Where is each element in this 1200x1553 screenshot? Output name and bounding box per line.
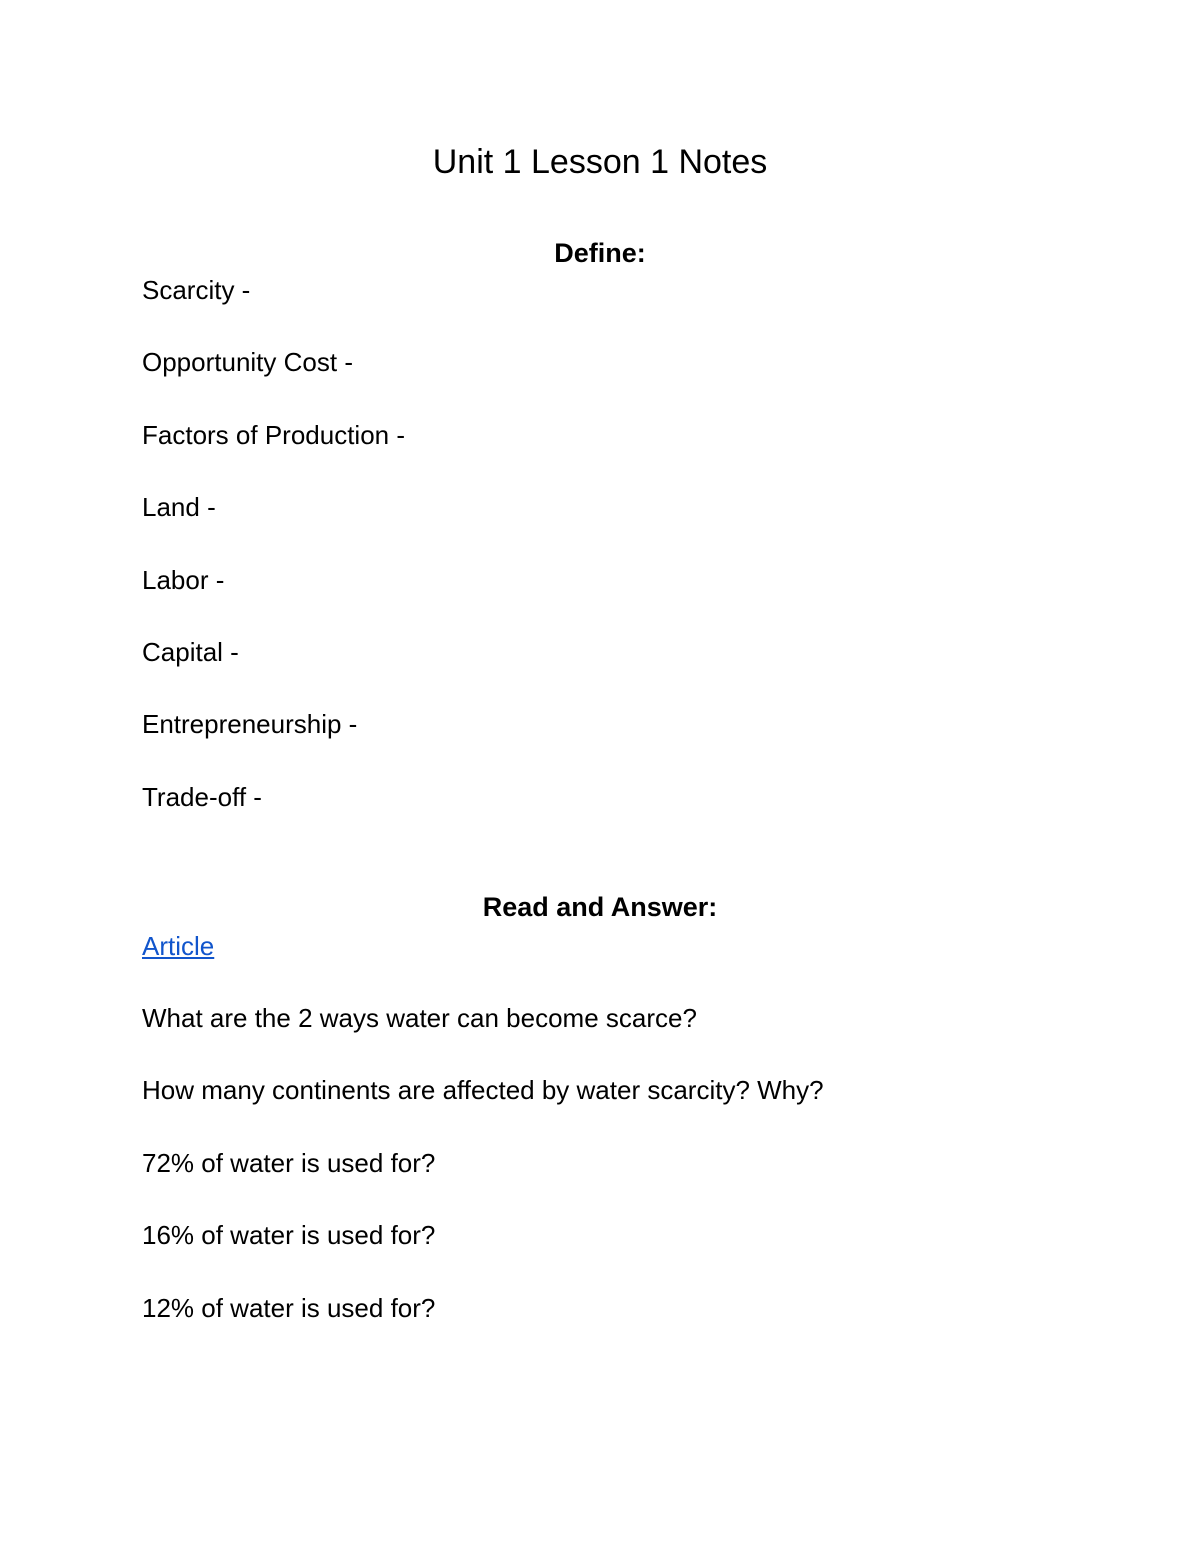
term-scarcity: Scarcity -: [142, 275, 251, 305]
question-2: How many continents are affected by water scarcity? Why?: [142, 1075, 824, 1105]
read-and-answer-heading: Read and Answer:: [482, 892, 718, 922]
term-labor: Labor -: [142, 565, 225, 595]
term-factors-of-production: Factors of Production -: [142, 420, 405, 450]
term-opportunity-cost: Opportunity Cost -: [142, 347, 353, 377]
define-heading: Define:: [554, 238, 646, 268]
question-4: 16% of water is used for?: [142, 1220, 436, 1250]
question-5: 12% of water is used for?: [142, 1293, 436, 1323]
term-entrepreneurship: Entrepreneurship -: [142, 709, 358, 739]
page-title: Unit 1 Lesson 1 Notes: [432, 143, 768, 181]
term-capital: Capital -: [142, 637, 239, 667]
question-1: What are the 2 ways water can become scarce?: [142, 1003, 697, 1033]
article-link[interactable]: Article: [142, 931, 215, 961]
question-3: 72% of water is used for?: [142, 1148, 436, 1178]
term-land: Land -: [142, 492, 216, 522]
term-trade-off: Trade-off -: [142, 782, 262, 812]
